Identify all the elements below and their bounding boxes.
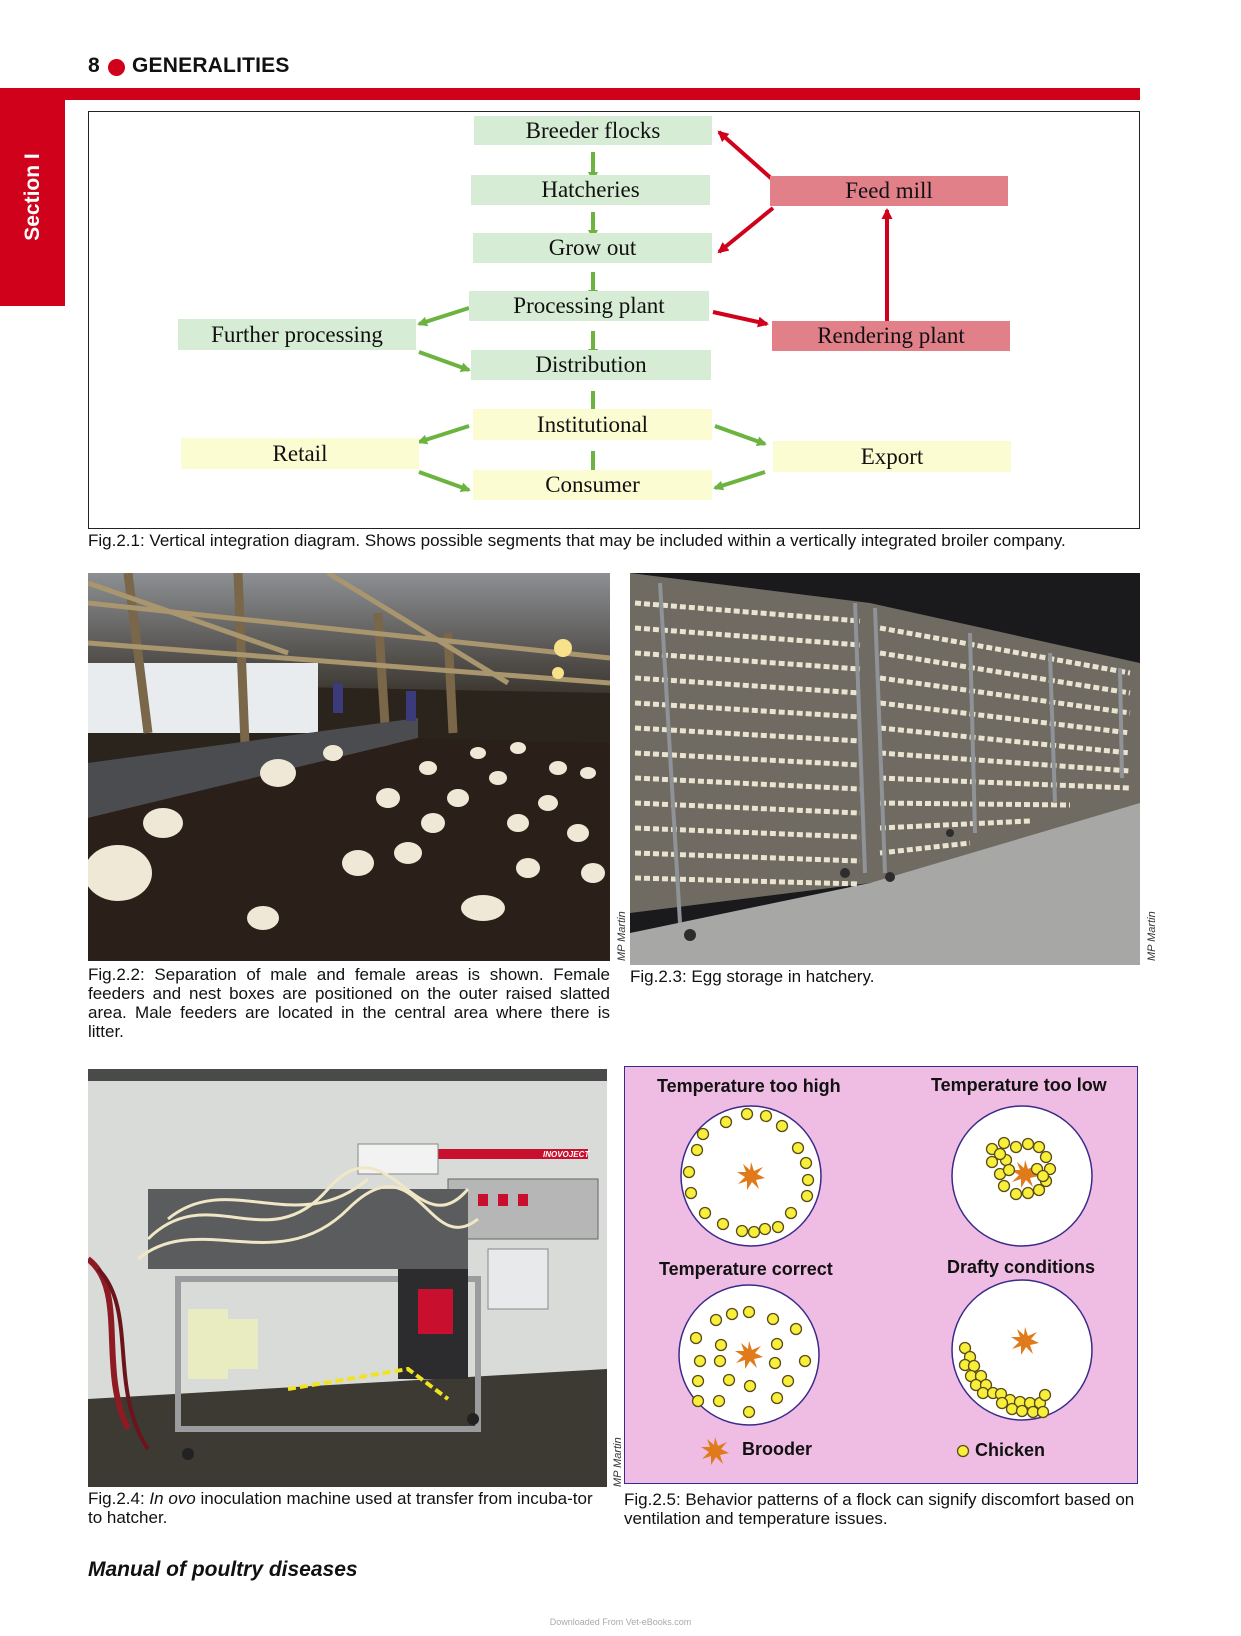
poultry-house-photo	[88, 573, 610, 961]
fig4-caption-italic: In ovo	[149, 1489, 196, 1508]
box-processing-plant: Processing plant	[469, 291, 709, 321]
box-distribution: Distribution	[471, 350, 711, 380]
behavior-patterns-panel	[624, 1066, 1138, 1484]
legend-chicken-icon	[958, 1446, 969, 1457]
legend-brooder-label: Brooder	[742, 1439, 813, 1459]
fig4-caption-label: Fig.2.4:	[88, 1489, 150, 1508]
title-temp-too-high: Temperature too high	[657, 1076, 841, 1096]
arrow-institutional-export	[715, 426, 765, 444]
box-grow-out: Grow out	[473, 233, 712, 263]
box-consumer: Consumer	[473, 470, 712, 500]
arrow-institutional-retail	[419, 426, 469, 442]
fig1-caption: Fig.2.1: Vertical integration diagram. Shows possible segments that may be included within a vertically integrated broiler company.	[88, 531, 1066, 550]
egg-storage-illustration	[630, 573, 1140, 965]
arrow-processing-rendering	[713, 312, 767, 324]
diagram-drafty-conditions	[952, 1280, 1092, 1420]
diagram-temp-correct	[679, 1285, 819, 1425]
box-feed-mill: Feed mill	[770, 176, 1008, 206]
box-further-processing: Further processing	[178, 319, 416, 350]
fig4-caption-rest: inoculation machine used at transfer from incuba-tor to hatcher.	[88, 1489, 593, 1527]
title-temp-correct: Temperature correct	[659, 1259, 833, 1279]
fig2-caption: Fig.2.2: Separation of male and female areas is shown. Female feeders and nest boxes are positioned on the outer raised slatted area. Male feeders are located in the central area where there is litter.	[88, 965, 610, 1041]
arrow-processing-further	[419, 308, 469, 324]
fig3-caption: Fig.2.3: Egg storage in hatchery.	[630, 967, 875, 986]
behavior-diagrams	[625, 1067, 1136, 1482]
title-temp-too-low: Temperature too low	[931, 1075, 1107, 1095]
inovoject-label: INOVOJECT	[543, 1150, 590, 1159]
red-arrows	[713, 132, 887, 324]
fig3-credit: MP Martin	[1146, 911, 1158, 961]
poultry-house-illustration	[88, 573, 610, 961]
section-tab-label: Section I	[20, 153, 44, 241]
fig4-credit: MP Martin	[612, 1437, 624, 1487]
chapter-title: GENERALITIES	[132, 54, 290, 77]
title-drafty-conditions: Drafty conditions	[947, 1257, 1096, 1277]
legend-chicken-label: Chicken	[975, 1440, 1046, 1460]
box-retail: Retail	[181, 438, 419, 469]
box-rendering-plant: Rendering plant	[772, 321, 1010, 351]
vertical-integration-diagram	[88, 111, 1140, 529]
fig4-caption	[88, 1489, 607, 1527]
arrow-export-consumer	[715, 472, 765, 488]
header-bullet-dot	[108, 59, 125, 76]
in-ovo-machine-photo	[88, 1069, 607, 1487]
fig2-credit: MP Martin	[616, 911, 628, 961]
box-export: Export	[773, 441, 1011, 472]
in-ovo-machine-illustration	[88, 1069, 607, 1487]
book-title: Manual of poultry diseases	[88, 1558, 358, 1581]
arrow-feedmill-breeder	[719, 132, 773, 180]
box-institutional: Institutional	[473, 409, 712, 440]
egg-storage-photo	[630, 573, 1140, 965]
page-number: 8	[88, 54, 100, 77]
diagram-temp-too-high	[681, 1106, 821, 1246]
fig5-caption: Fig.2.5: Behavior patterns of a flock can signify discomfort based on ventilation and temperature issues.	[624, 1490, 1135, 1528]
box-breeder-flocks: Breeder flocks	[474, 116, 712, 145]
box-hatcheries: Hatcheries	[471, 175, 710, 205]
header-red-rule	[0, 88, 1140, 100]
arrow-feedmill-growout	[719, 208, 773, 252]
arrow-further-distribution	[419, 352, 469, 370]
download-note: Downloaded From Vet-eBooks.com	[549, 1617, 692, 1627]
diagram-temp-too-low	[952, 1106, 1092, 1246]
arrow-retail-consumer	[419, 472, 469, 490]
section-tab-label-wrapper	[0, 88, 65, 306]
legend-brooder-icon	[701, 1437, 729, 1465]
